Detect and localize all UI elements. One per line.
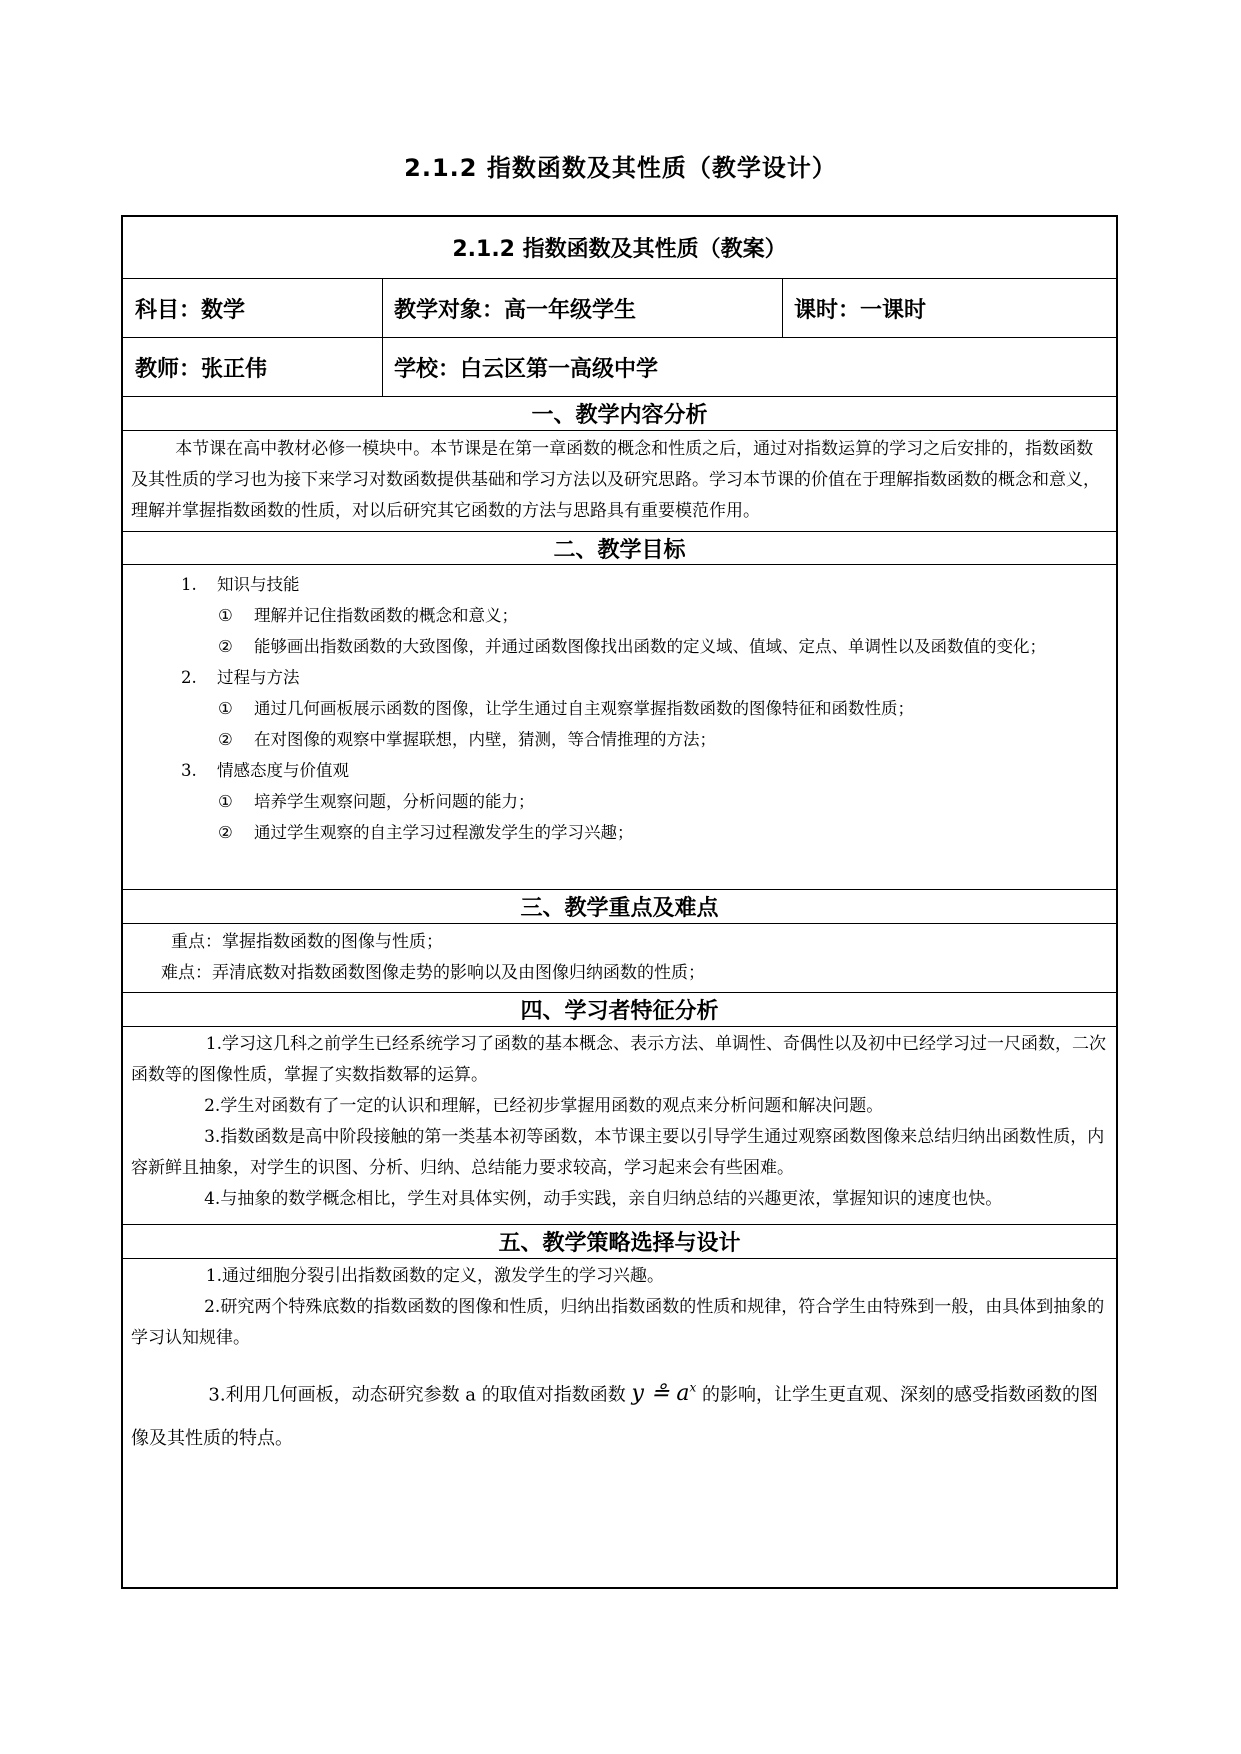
info-row-1 [123,279,1116,338]
goal-item: ① 理解并记住指数函数的概念和意义； [218,606,518,625]
teacher-cell: 教师：张正伟 [135,356,268,382]
section-4-heading-row [123,993,1116,1027]
goal-item: ② 能够画出指数函数的大致图像，并通过函数图像找出函数的定义域、值域、定点、单调性以及函数值的变化； [218,637,1046,656]
table-title: 2.1.2 指数函数及其性质（教案） [452,237,787,262]
goal-group: 1. 知识与技能 [181,575,300,594]
section-4-body [123,1027,1116,1225]
section-3-heading-row [123,890,1116,924]
learner-paragraph: 1.学习这几科之前学生已经系统学习了函数的基本概念、表示方法、单调性、奇偶性以及初中已经学习过一尺函数，二次函数等的图像性质，掌握了实数指数幂的运算。 [131,1034,1107,1085]
section-heading: 二、教学目标 [553,537,686,563]
goal-group: 3. 情感态度与价值观 [181,761,349,780]
content-analysis-text: 本节课在高中教材必修一模块中。本节课是在第一章函数的概念和性质之后，通过对指数运算的学习之后安排的，指数函数及其性质的学习也为接下来学习对数函数提供基础和学习方法以及研究思路。学习本节课的价值在于理解指数函数的概念和意义，理解并掌握指数函数的性质，对以后研究其它函数的方法与思路具有重要模范作用。 [131,439,1100,521]
hours-cell: 课时：一课时 [794,297,927,323]
learner-paragraph: 3.指数函数是高中阶段接触的第一类基本初等函数，本节课主要以引导学生通过观察函数图像来总结归纳出函数性质，内容新鲜且抽象，对学生的识图、分析、归纳、总结能力要求较高，学习起来会有些困难。 [131,1127,1105,1178]
section-1-heading-row [123,397,1116,431]
page-title: 2.1.2 指数函数及其性质（教学设计） [404,154,837,182]
audience-cell: 教学对象：高一年级学生 [394,297,637,323]
difficult-point: 难点：弄清底数对指数函数图像走势的影响以及由图像归纳函数的性质； [161,963,705,983]
section-heading: 五、教学策略选择与设计 [498,1231,741,1256]
strategy-paragraph: 3.利用几何画板，动态研究参数 a 的取值对指数函数 y ≗ $a^x$ 的影响，让学生更直观、深刻的感受指数函数的图像及其性质的特点。 [131,1381,1098,1450]
section-heading: 三、教学重点及难点 [520,896,719,921]
formula: y ≗ $a^x$ [631,1381,697,1407]
section-5-heading-row [123,1225,1116,1259]
lesson-plan-table [121,215,1118,1589]
table-title-row [123,217,1116,279]
section-2-heading-row [123,532,1116,565]
goal-item: ② 在对图像的观察中掌握联想，内壁，猜测，等合情推理的方法； [218,730,716,749]
info-row-2 [123,338,1116,397]
goal-item: ② 通过学生观察的自主学习过程激发学生的学习兴趣； [218,823,634,842]
subject-cell: 科目：数学 [135,297,246,323]
section-5-body [123,1259,1116,1587]
section-heading: 一、教学内容分析 [531,403,708,428]
goal-item: ① 通过几何画板展示函数的图像，让学生通过自主观察掌握指数函数的图像特征和函数性质； [218,699,914,718]
goal-group: 2. 过程与方法 [181,668,300,687]
strategy-paragraph: 2.研究两个特殊底数的指数函数的图像和性质，归纳出指数函数的性质和规律，符合学生由特殊到一般，由具体到抽象的学习认知规律。 [131,1297,1105,1348]
section-3-body [123,924,1116,993]
section-heading: 四、学习者特征分析 [520,999,719,1024]
learner-paragraph: 4.与抽象的数学概念相比，学生对具体实例，动手实践，亲自归纳总结的兴趣更浓，掌握知识的速度也快。 [204,1189,1003,1209]
strategy-paragraph: 1.通过细胞分裂引出指数函数的定义，激发学生的学习兴趣。 [205,1266,665,1286]
learner-paragraph: 2.学生对函数有了一定的认识和理解，已经初步掌握用函数的观点来分析问题和解决问题。 [204,1096,884,1116]
school-cell: 学校：白云区第一高级中学 [394,356,659,382]
goal-item: ① 培养学生观察问题，分析问题的能力； [218,792,535,811]
section-1-body [123,431,1116,532]
key-point: 重点：掌握指数函数的图像与性质； [171,932,443,952]
section-2-body [123,565,1116,890]
